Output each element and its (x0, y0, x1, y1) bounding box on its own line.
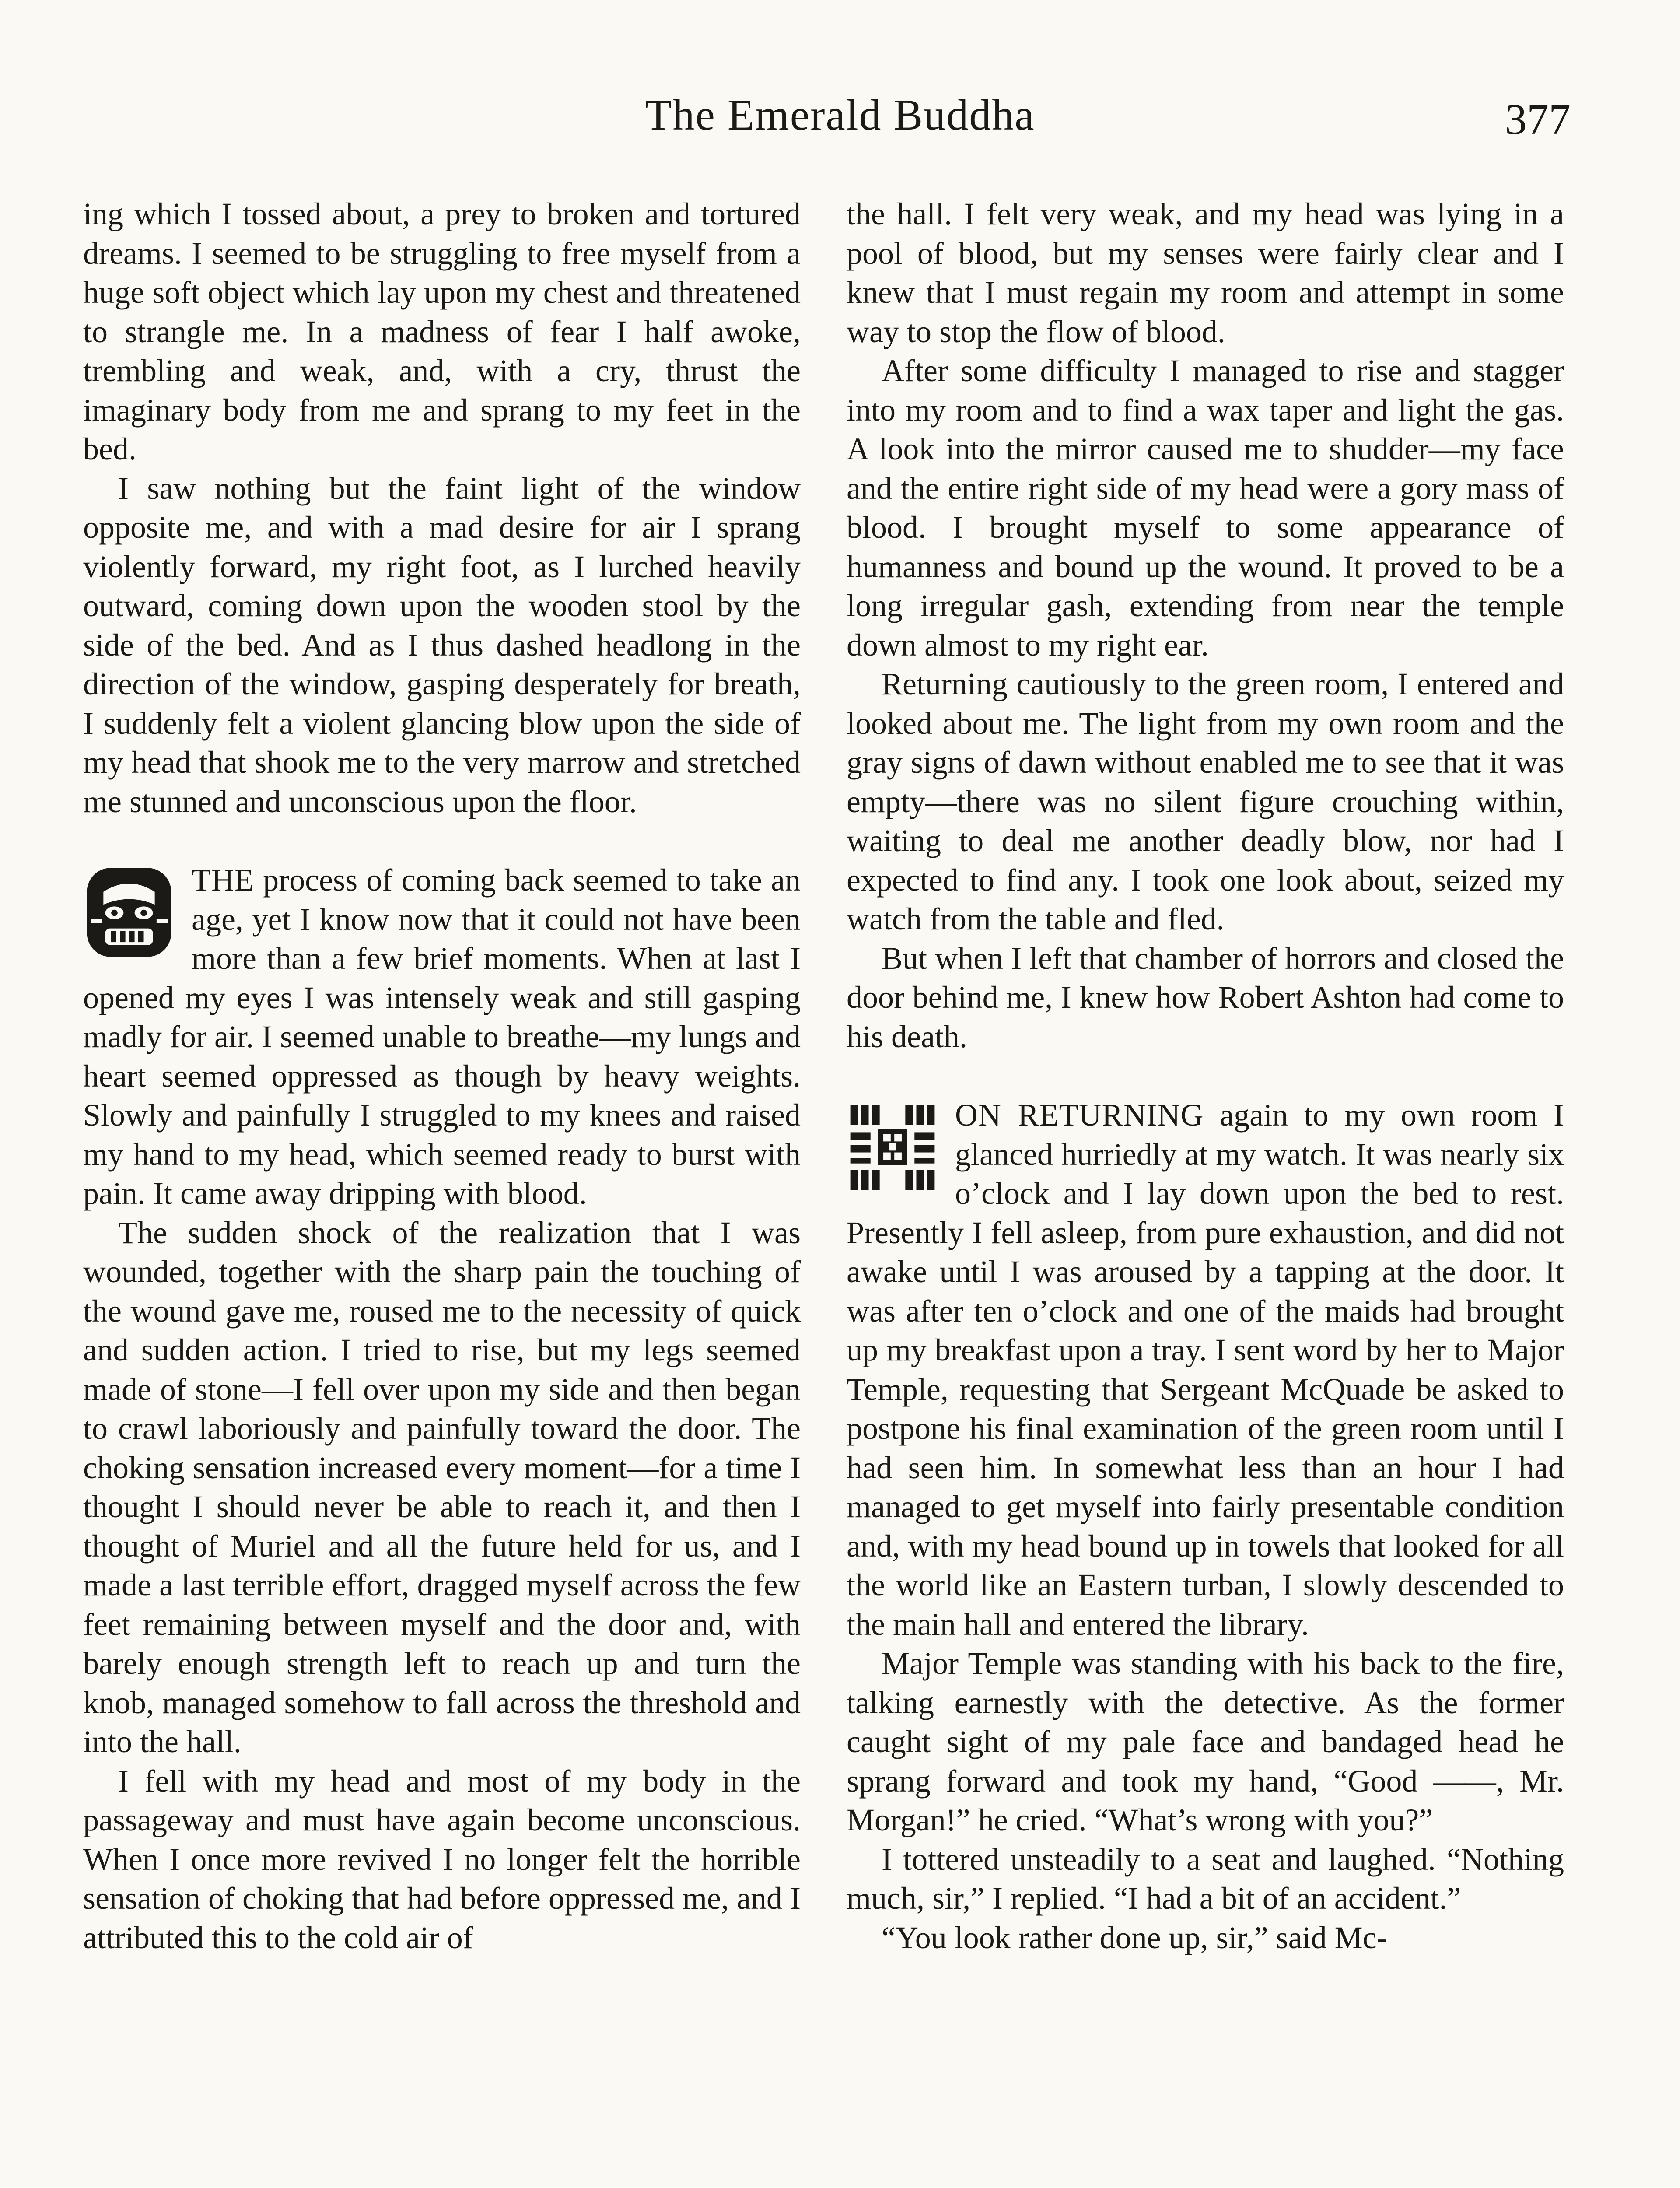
section-break (847, 1096, 1564, 1644)
paragraph: ing which I tossed about, a prey to broken and tortured dreams. I seemed to be struggling to free myself from a huge soft object which lay upon my chest and threatened to strangle me. In a madness of fear I half awoke, trembling and weak, and, with a cry, thrust the imaginary body from me and sprang to my feet in the bed. (83, 196, 801, 466)
paragraph: I fell with my head and most of my body in the passageway and must have again become unconscious. When I once more revived I no longer felt the horrible sensation of choking that had before oppressed me, and I attributed this to the cold air of (83, 1763, 801, 1955)
left-column (83, 195, 801, 1957)
lead-in-text: ON RETURNING (955, 1098, 1204, 1133)
paragraph (83, 861, 801, 1213)
pattern-ornament-icon (847, 1099, 938, 1196)
right-column (847, 195, 1564, 1957)
section-break (83, 861, 801, 1213)
paragraph: I tottered unsteadily to a seat and laughed. “Nothing much, sir,” I replied. “I had a bit of an accident.” (847, 1841, 1564, 1916)
paragraph: After some difficulty I managed to rise and stagger into my room and to find a wax taper and light the gas. A look into the mirror caused me to shudder—my face and the entire right side of my head were a gory mass of blood. I brought myself to some appearance of humanness and bound up the wound. It proved to be a long irregular gash, extending from near the temple down almost to my right ear. (847, 353, 1564, 663)
paragraph (847, 1096, 1564, 1644)
running-title: The Emerald Buddha (645, 91, 1035, 139)
paragraph-text: again to my own room I glanced hurriedly at my watch. It was nearly six o’clock and I lay down upon the bed to rest. Presently I fell asleep, from pure exhaustion, and did not awake until I was aroused by a tapping at the door. It was after ten o’clock and one of the maids had brought up my breakfast upon a tray. I sent word by her to Major Temple, requesting that Sergeant McQuade be asked to postpone his final examination of the green room until I had seen him. In somewhat less than an hour I had managed to get myself into fairly presentable condition and, with my head bound up in towels that looked for all the world like an Eastern turban, I slowly descended to the main hall and entered the library. (847, 1098, 1564, 1642)
paragraph: I saw nothing but the faint light of the window opposite me, and with a mad desire for air I sprang violently forward, my right foot, as I lurched heavily outward, coming down upon the wooden stool by the side of the bed. And as I thus dashed headlong in the direction of the window, gasping desperately for breath, I suddenly felt a violent glancing blow upon the side of my head that shook me to the very marrow and stretched me stunned and unconscious upon the floor. (83, 470, 801, 819)
paragraph: But when I left that chamber of horrors and closed the door behind me, I knew how Robert Ashton had come to his death. (847, 940, 1564, 1054)
page-number: 377 (1505, 95, 1571, 144)
paragraph: Major Temple was standing with his back to the fire, talking earnestly with the detective. As the former caught sight of my pale face and bandaged head he sprang forward and took my hand, “Good ——, Mr. Morgan!” he cried. “What’s wrong with you?” (847, 1646, 1564, 1837)
paragraph: Returning cautiously to the green room, I entered and looked about me. The light from my own room and the gray signs of dawn without enabled me to see that it was empty—there was no silent figure crouching within, waiting to deal me another deadly blow, nor had I expected to find any. I took one look about, seized my watch from the table and fled. (847, 666, 1564, 936)
paragraph-text: process of coming back seemed to take an age, yet I know now that it could not have been more than a few brief moments. When at last I opened my eyes I was intensely weak and still gasping madly for air. I seemed unable to breathe—my lungs and heart seemed oppressed as though by heavy weights. Slowly and painfully I struggled to my knees and raised my hand to my head, which seemed ready to burst with pain. It came away dripping with blood. (83, 863, 801, 1211)
paragraph: the hall. I felt very weak, and my head was lying in a pool of blood, but my senses were fairly clear and I knew that I must regain my room and attempt in some way to stop the flow of blood. (847, 196, 1564, 349)
paragraph: “You look rather done up, sir,” said Mc- (882, 1920, 1387, 1955)
mask-ornament-icon (83, 864, 175, 961)
paragraph: The sudden shock of the realization that I was wounded, together with the sharp pain the touching of the wound gave me, roused me to the necessity of quick and sudden action. I tried to rise, but my legs seemed made of stone—I fell over upon my side and then began to crawl laboriously and painfully toward the door. The choking sensation increased every moment—for a time I thought I should never be able to reach it, and then I thought of Muriel and all the future held for us, and I made a last terrible effort, dragged myself across the few feet remaining between myself and the door and, with barely enough strength left to reach up and turn the knob, managed somehow to fall across the threshold and into the hall. (83, 1215, 801, 1759)
lead-in-text: THE (192, 863, 254, 898)
